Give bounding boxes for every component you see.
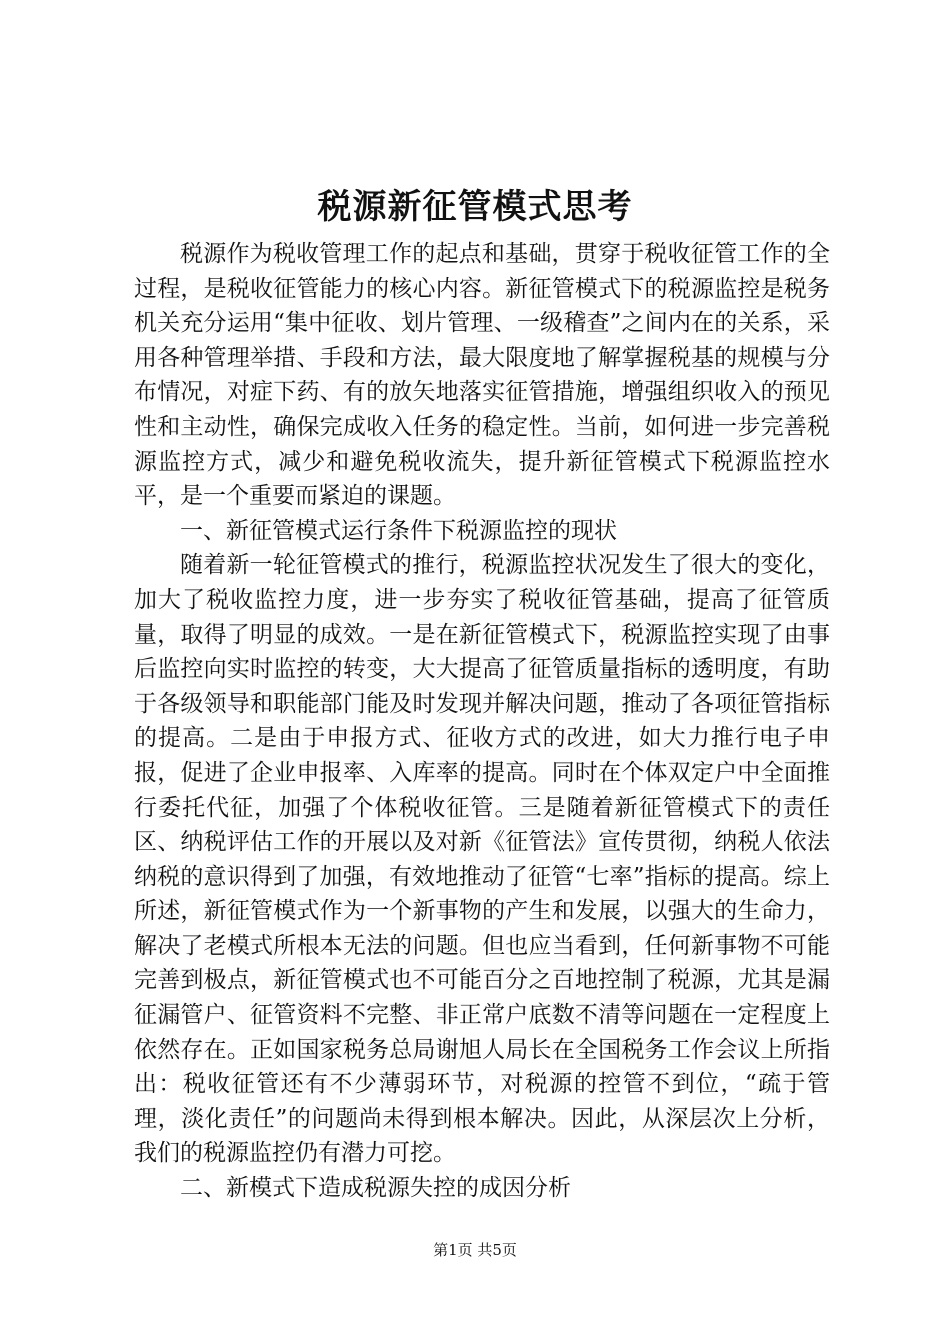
section-heading-2: 二、新模式下造成税源失控的成因分析 [180, 1175, 571, 1202]
page-number-footer: 第1页 共5页 [433, 1241, 517, 1259]
document-title: 税源新征管模式思考 [317, 187, 633, 227]
intro-paragraph: 税源作为税收管理工作的起点和基础，贯穿于税收征管工作的全过程，是税收征管能力的核心内容。新征管模式下的税源监控是税务机关充分运用“集中征收、划片管理、一级稽查”之间内在的关系，采用各种管理举措、手段和方法，最大限度地了解掌握税基的规模与分布情况，对症下药、有的放矢地落实征管措施，增强组织收入的预见性和主动性，确保完成收入任务的稳定性。当前，如何进一步完善税源监控方式，减少和避免税收流失，提升新征管模式下税源监控水平，是一个重要而紧迫的课题。 [134, 241, 830, 510]
section-heading-1: 一、新征管模式运行条件下税源监控的现状 [180, 517, 617, 544]
document-body [134, 237, 830, 1206]
section-1-paragraph: 随着新一轮征管模式的推行，税源监控状况发生了很大的变化，加大了税收监控力度，进一步夯实了税收征管基础，提高了征管质量，取得了明显的成效。一是在新征管模式下，税源监控实现了由事后监控向实时监控的转变，大大提高了征管质量指标的透明度，有助于各级领导和职能部门能及时发现并解决问题，推动了各项征管指标的提高。二是由于申报方式、征收方式的改进，如大力推行电子申报，促进了企业申报率、入库率的提高。同时在个体双定户中全面推行委托代征，加强了个体税收征管。三是随着新征管模式下的责任区、纳税评估工作的开展以及对新《征管法》宣传贯彻，纳税人依法纳税的意识得到了加强，有效地推动了征管“七率”指标的提高。综上所述，新征管模式作为一个新事物的产生和发展，以强大的生命力，解决了老模式所根本无法的问题。但也应当看到，任何新事物不可能完善到极点，新征管模式也不可能百分之百地控制了税源，尤其是漏征漏管户、征管资料不完整、非正常户底数不清等问题在一定程度上依然存在。正如国家税务总局谢旭人局长在全国税务工作会议上所指出：税收征管还有不少薄弱环节，对税源的控管不到位，“疏于管理，淡化责任”的问题尚未得到根本解决。因此，从深层次上分析，我们的税源监控仍有潜力可挖。 [134, 552, 830, 1167]
